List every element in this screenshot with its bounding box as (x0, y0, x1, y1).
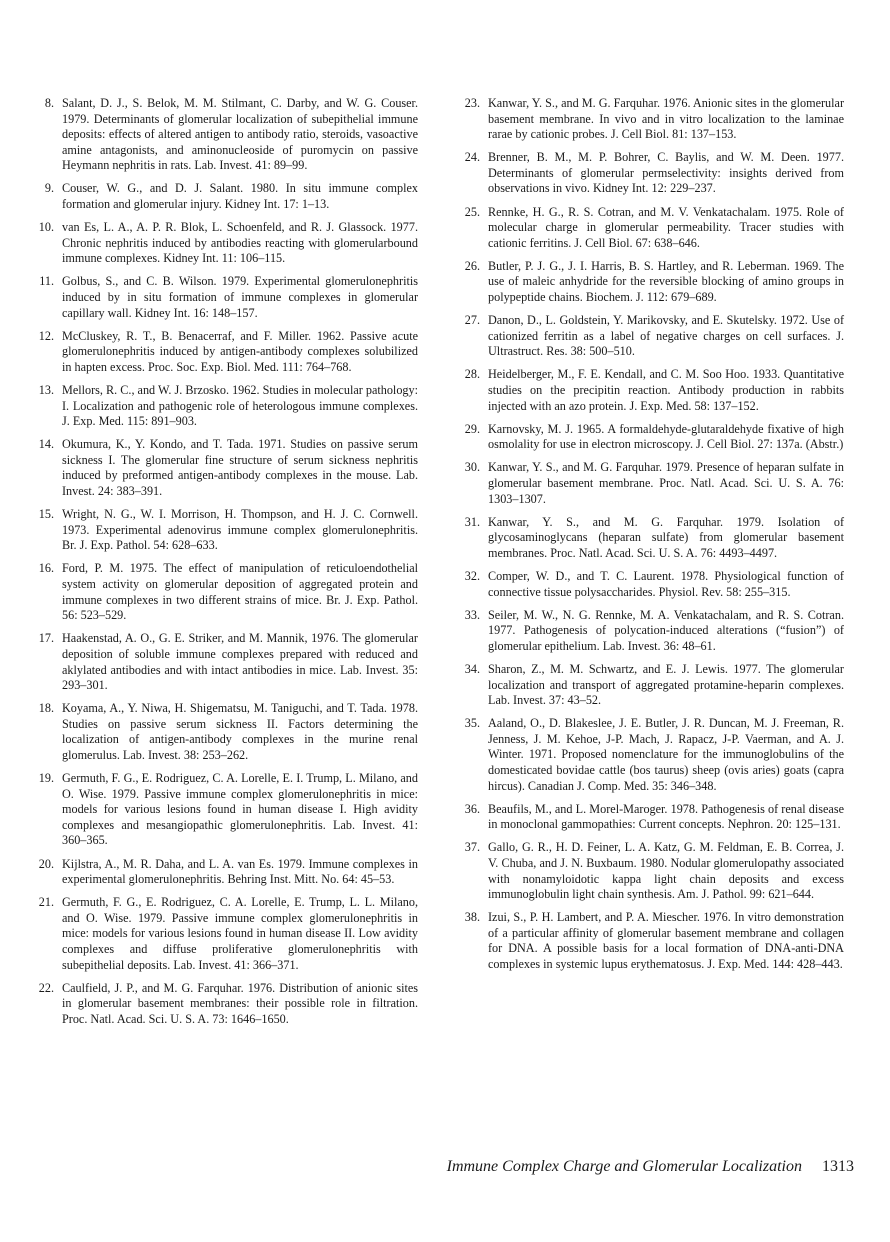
reference-text: Kanwar, Y. S., and M. G. Farquhar. 1976. Anionic sites in the glomerular basement membrane. In vivo and in vitro localization to the laminae rarae by cationic probes. J. Cell Biol. 81: 137–153. (488, 96, 844, 142)
reference-text: Heidelberger, M., F. E. Kendall, and C. M. Soo Hoo. 1933. Quantitative studies on the precipitin reaction. Antibody production in rabbits injected with an azo protein. J. Exp. Med. 58: 137–152. (488, 367, 844, 413)
reference-number: 20. (38, 856, 54, 871)
reference-number: 8. (44, 96, 54, 110)
reference-item (462, 608, 844, 655)
reference-number: 32. (464, 568, 480, 583)
reference-number: 29. (464, 421, 480, 436)
reference-text: McCluskey, R. T., B. Benacerraf, and F. Miller. 1962. Passive acute glomerulonephritis induced by antigen-antibody complexes solubilized in hapten excess. Proc. Soc. Exp. Biol. Med. 111: 764–768. (62, 328, 418, 374)
reference-item (462, 802, 844, 833)
reference-list-right (462, 96, 844, 980)
reference-number: 16. (38, 561, 54, 576)
reference-text: Beaufils, M., and L. Morel-Maroger. 1978. Pathogenesis of renal disease in monoclonal gammopathies: Current concepts. Nephron. 20: 125–131. (488, 801, 844, 832)
reference-text: Germuth, F. G., E. Rodriguez, C. A. Lorelle, E. Trump, L. L. Milano, and O. Wise. 1979. Passive immune complex glomerulonephritis in mice: models for various lesions found in human disease II. Low avidity complexes and diffuse proliferative glomerulonephritis with subepithelial deposits. Lab. Invest. 41: 366–371. (62, 895, 418, 972)
reference-item (36, 181, 418, 212)
reference-item (462, 910, 844, 972)
reference-number: 24. (464, 150, 480, 165)
reference-text: Golbus, S., and C. B. Wilson. 1979. Experimental glomerulonephritis induced by in situ formation of immune complexes in glomerular capillary wall. Kidney Int. 16: 148–157. (62, 274, 418, 320)
reference-number: 25. (464, 204, 480, 219)
reference-number: 33. (464, 607, 480, 622)
reference-number: 22. (38, 980, 54, 995)
reference-number: 17. (38, 631, 54, 646)
reference-item (36, 981, 418, 1028)
reference-item (36, 96, 418, 174)
reference-item (462, 840, 844, 902)
reference-item (36, 631, 418, 693)
reference-text: Haakenstad, A. O., G. E. Striker, and M. Mannik, 1976. The glomerular deposition of soluble immune complexes prepared with reduced and aklylated antibodies and with intact antibodies in mice. Lab. Invest. 35: 293–301. (62, 631, 418, 693)
reference-text: Salant, D. J., S. Belok, M. M. Stilmant, C. Darby, and W. G. Couser. 1979. Determinants of glomerular localization of subepithelial immune deposits: effects of altered antigen to antibody ratio, steroids, vasoactive amine antagonists, and aminonucleoside of puromycin on passive Heymann nephritis in rats. Lab. Invest. 41: 89–99. (62, 96, 418, 173)
reference-text: Kanwar, Y. S., and M. G. Farquhar. 1979. Presence of heparan sulfate in glomerular basement membrane. Proc. Natl. Acad. Sci. U. S. A. 76: 1303–1307. (488, 460, 844, 506)
reference-number: 34. (464, 661, 480, 676)
reference-text: Ford, P. M. 1975. The effect of manipulation of reticuloendothelial system activity on glomerular deposition of aggregated protein and immune complexes in two different strains of mice. Br. J. Exp. Pathol. 56: 523–529. (62, 561, 418, 623)
reference-text: van Es, L. A., A. P. R. Blok, L. Schoenfeld, and R. J. Glassock. 1977. Chronic nephritis induced by antibodies reacting with glomerularbound immune complexes. Kidney Int. 11: 106–115. (62, 220, 418, 266)
reference-text: Okumura, K., Y. Kondo, and T. Tada. 1971. Studies on passive serum sickness I. The glomerular fine structure of serum sickness nephritis induced by preformed antigen-antibody complexes in the mouse. Lab. Invest. 24: 383–391. (62, 437, 418, 499)
reference-item (462, 422, 844, 453)
reference-item (462, 460, 844, 507)
reference-item (462, 716, 844, 794)
reference-item (36, 771, 418, 849)
reference-item (462, 662, 844, 709)
reference-number: 14. (38, 437, 54, 452)
reference-text: Germuth, F. G., E. Rodriguez, C. A. Lorelle, E. I. Trump, L. Milano, and O. Wise. 1979. Passive immune complex glomerulonephritis in mice: models for various lesions found in human disease I. High avidity complexes and mesangiopathic glomerulonephritis. Lab. Invest. 41: 360–365. (62, 771, 418, 848)
page-number: 1313 (822, 1158, 854, 1175)
reference-text: Wright, N. G., W. I. Morrison, H. Thompson, and H. J. C. Cornwell. 1973. Experimental adenovirus immune complex glomerulonephritis. Br. J. Exp. Pathol. 54: 628–633. (62, 507, 418, 553)
reference-number: 9. (44, 181, 54, 196)
reference-item (36, 857, 418, 888)
reference-item (462, 259, 844, 306)
reference-text: Butler, P. J. G., J. I. Harris, B. S. Hartley, and R. Leberman. 1969. The use of maleic anhydride for the reversible blocking of amino groups in polypeptide chains. Biochem. J. 112: 679–689. (488, 258, 844, 305)
reference-number: 27. (464, 313, 480, 328)
reference-number: 31. (464, 514, 480, 529)
reference-item (36, 329, 418, 376)
reference-item (462, 367, 844, 414)
reference-text: Izui, S., P. H. Lambert, and P. A. Miescher. 1976. In vitro demonstration of a particular affinity of glomerular basement membrane and collagen for DNA. A possible basis for a local formation of DNA-anti-DNA complexes in systemic lupus erythematosus. J. Exp. Med. 144: 428–443. (488, 910, 844, 971)
reference-number: 11. (39, 274, 54, 289)
reference-item (36, 383, 418, 430)
reference-text: Danon, D., L. Goldstein, Y. Marikovsky, and E. Skutelsky. 1972. Use of cationized ferritin as a label of negative charges on cell surfaces. J. Ultrastruct. Res. 38: 500–510. (488, 313, 844, 359)
reference-number: 37. (464, 840, 480, 855)
reference-number: 26. (464, 258, 480, 273)
reference-number: 21. (38, 895, 54, 910)
reference-item (36, 561, 418, 623)
reference-item (36, 437, 418, 499)
reference-item (36, 895, 418, 973)
reference-item (462, 569, 844, 600)
reference-text: Kanwar, Y. S., and M. G. Farquhar. 1979. Isolation of glycosaminoglycans (heparan sulfate) from glomerular basement membranes. Proc. Natl. Acad. Sci. U. S. A. 76: 4493–4497. (488, 514, 844, 560)
reference-number: 38. (464, 910, 480, 925)
reference-number: 18. (38, 701, 54, 716)
reference-text: Gallo, G. R., H. D. Feiner, L. A. Katz, G. M. Feldman, E. B. Correa, J. V. Chuba, and J. N. Buxbaum. 1980. Nodular glomerulopathy associated with nonamyloidotic kappa light chain deposits and excess immunoglobulin light chain synthesis. Am. J. Pathol. 99: 621–644. (488, 840, 844, 902)
reference-item (462, 150, 844, 197)
reference-text: Seiler, M. W., N. G. Rennke, M. A. Venkatachalam, and R. S. Cotran. 1977. Pathogenesis of polycation-induced alterations (“fusion”) of glomerular epithelium. Lab. Invest. 36: 48–61. (488, 607, 844, 653)
reference-number: 12. (38, 328, 54, 343)
reference-item (462, 96, 844, 143)
reference-text: Brenner, B. M., M. P. Bohrer, C. Baylis, and W. M. Deen. 1977. Determinants of glomerular permselectivity: insights derived from observations in vivo. Kidney Int. 12: 229–237. (488, 150, 844, 196)
reference-number: 23. (464, 96, 480, 110)
reference-text: Koyama, A., Y. Niwa, H. Shigematsu, M. Taniguchi, and T. Tada. 1978. Studies on passive serum sickness II. Factors determining the localization of antigen-antibody complexes in the murine renal glomerulus. Lab. Invest. 38: 253–262. (62, 701, 418, 762)
reference-text: Kijlstra, A., M. R. Daha, and L. A. van Es. 1979. Immune complexes in experimental glomerulonephritis. Behring Inst. Mitt. No. 64: 45–53. (62, 856, 418, 887)
reference-text: Karnovsky, M. J. 1965. A formaldehyde-glutaraldehyde fixative of high osmolality for use in electron microscopy. J. Cell Biol. 27: 137a. (Abstr.) (488, 421, 844, 452)
running-title: Immune Complex Charge and Glomerular Localization (446, 1158, 802, 1175)
reference-text: Comper, W. D., and T. C. Laurent. 1978. Physiological function of connective tissue polysaccharides. Physiol. Rev. 58: 255–315. (488, 568, 844, 599)
reference-number: 10. (38, 220, 54, 235)
reference-item (462, 313, 844, 360)
reference-item (462, 205, 844, 252)
reference-item (36, 701, 418, 763)
reference-text: Caulfield, J. P., and M. G. Farquhar. 1976. Distribution of anionic sites in glomerular basement membranes: their possible role in filtration. Proc. Natl. Acad. Sci. U. S. A. 73: 1646–1650. (62, 980, 418, 1026)
reference-number: 28. (464, 367, 480, 382)
reference-number: 13. (38, 383, 54, 397)
page-footer (300, 1158, 854, 1176)
reference-item (36, 507, 418, 554)
reference-text: Mellors, R. C., and W. J. Brzosko. 1962. Studies in molecular pathology: I. Localization and pathogenic role of heterologous immune complexes. J. Exp. Med. 115: 891–903. (62, 383, 418, 429)
reference-number: 15. (38, 507, 54, 522)
reference-list-left (36, 96, 418, 1035)
reference-text: Couser, W. G., and D. J. Salant. 1980. In situ immune complex formation and glomerular injury. Kidney Int. 17: 1–13. (62, 181, 418, 212)
reference-number: 35. (464, 716, 480, 731)
reference-number: 19. (38, 771, 54, 786)
reference-item (36, 274, 418, 321)
reference-text: Sharon, Z., M. M. Schwartz, and E. J. Lewis. 1977. The glomerular localization and transport of aggregated protamine-heparin complexes. Lab. Invest. 37: 43–52. (488, 661, 844, 708)
reference-text: Aaland, O., D. Blakeslee, J. E. Butler, J. R. Duncan, M. J. Freeman, R. Jenness, J. M. Kehoe, J-P. Mach, J. Rapacz, J-P. Vaerman, and A. J. Winter. 1971. Proposed nomenclature for the immunoglobulins of the domesticated bovidae cattle (bos taurus) sheep (ovis aries) goats (capra hircus). Canadian J. Comp. Med. 35: 346–348. (488, 716, 844, 793)
reference-text: Rennke, H. G., R. S. Cotran, and M. V. Venkatachalam. 1975. Role of molecular charge in glomerular permeability. Tracer studies with cationic ferritins. J. Cell Biol. 67: 638–646. (488, 204, 844, 250)
reference-number: 36. (464, 801, 480, 816)
reference-item (462, 515, 844, 562)
reference-item (36, 220, 418, 267)
reference-number: 30. (464, 460, 480, 475)
